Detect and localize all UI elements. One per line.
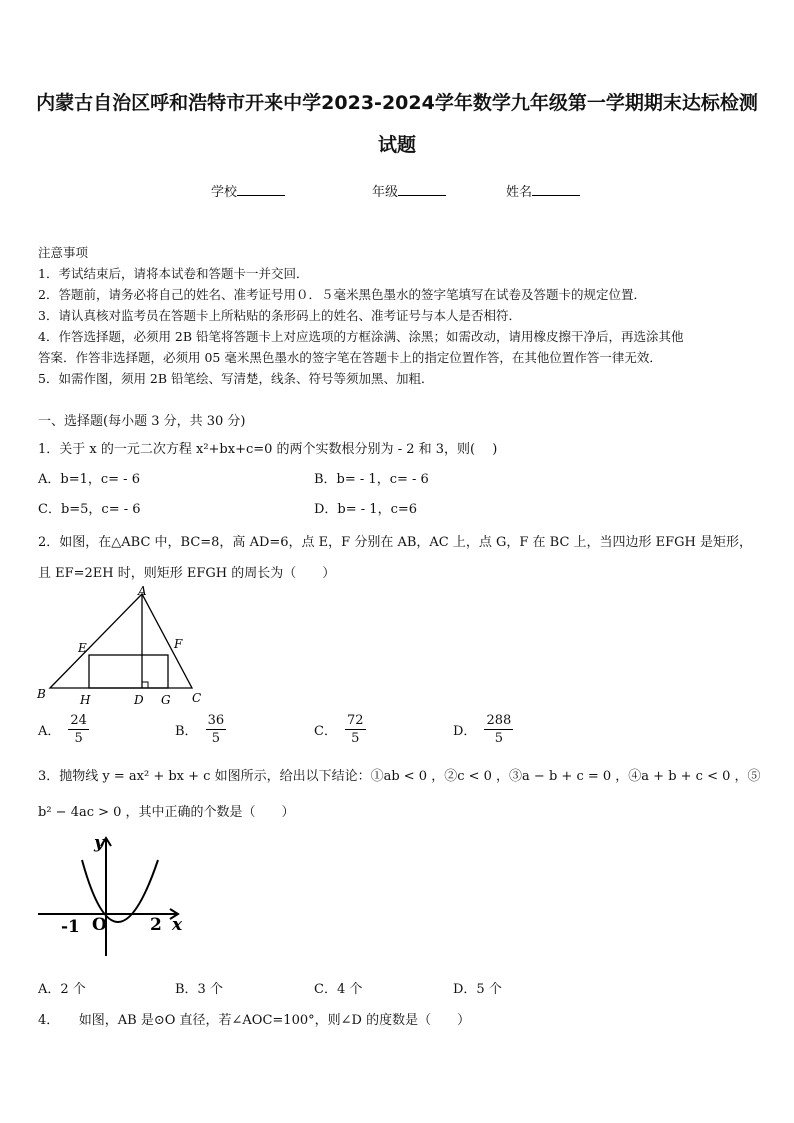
label-d: D bbox=[134, 693, 144, 707]
q1-option-b: B．b= - 1，c= - 6 bbox=[314, 472, 429, 487]
question-2-stem-line1: 2．如图，在△ABC 中，BC=8，高 AD=6，点 E，F 分别在 AB，AC 上，点 G，F 在 BC 上，当四边形 EFGH 是矩形， bbox=[38, 535, 753, 550]
y-axis-label: y bbox=[94, 833, 104, 853]
origin-label: O bbox=[92, 915, 107, 935]
name-field: 姓名 bbox=[506, 181, 580, 200]
question-4-stem: 4． 如图，AB 是⊙O 直径，若∠AOC=100°，则∠D 的度数是（ ） bbox=[38, 1013, 471, 1028]
q3-option-a: A．2 个 bbox=[38, 982, 86, 997]
note-item: 1．考试结束后，请将本试卷和答题卡一并交回． bbox=[38, 266, 309, 281]
question-2-stem-line2: 且 EF=2EH 时，则矩形 EFGH 的周长为（ ） bbox=[38, 566, 336, 581]
label-f: F bbox=[174, 637, 183, 651]
paper-title-line1: 内蒙古自治区呼和浩特市开来中学2023-2024学年数学九年级第一学期期末达标检测 bbox=[36, 92, 758, 114]
q2-option-a: A． $\frac{24}{5}$ bbox=[38, 713, 87, 746]
label-h: H bbox=[80, 693, 91, 707]
parabola-graph bbox=[30, 824, 190, 964]
school-field: 学校 bbox=[211, 181, 285, 200]
q2-option-b: B． $\frac{36}{5}$ bbox=[175, 713, 225, 746]
tick-label-2: 2 bbox=[150, 915, 162, 935]
notes-heading: 注意事项 bbox=[38, 245, 89, 260]
grade-field: 年级 bbox=[372, 181, 446, 200]
note-item: 答案．作答非选择题，必须用 05 毫米黑色墨水的签字笔在答题卡上的指定位置作答，在其他位置作答一律无效． bbox=[38, 350, 662, 365]
notes-block bbox=[38, 242, 684, 389]
q1-option-a: A．b=1，c= - 6 bbox=[38, 472, 140, 487]
note-item: 5．如需作图，须用 2B 铅笔绘、写清楚，线条、符号等须加黑、加粗． bbox=[38, 371, 434, 386]
q2-option-c: C． $\frac{72}{5}$ bbox=[314, 713, 364, 746]
x-axis-label: x bbox=[172, 915, 183, 935]
label-g: G bbox=[161, 693, 171, 707]
label-e: E bbox=[78, 641, 87, 655]
question-1-stem: 1．关于 x 的一元二次方程 x²+bx+c=0 的两个实数根分别为 - 2 和 3，则( ) bbox=[38, 442, 498, 457]
q3-option-b: B．3 个 bbox=[175, 982, 223, 997]
question-3-stem-line2: b² − 4ac > 0 ，其中正确的个数是（ ） bbox=[38, 805, 295, 820]
label-c: C bbox=[192, 691, 202, 705]
q3-option-c: C．4 个 bbox=[314, 982, 363, 997]
q3-option-d: D．5 个 bbox=[453, 982, 502, 997]
question-3-stem-line1: 3．抛物线 y = ax² + bx + c 如图所示，给出以下结论：①ab < 0 ，②c < 0 ，③a − b + c = 0 ，④a + b + c < 0 ，⑤ bbox=[38, 769, 761, 784]
q1-option-c: C．b=5，c= - 6 bbox=[38, 502, 141, 517]
label-b: B bbox=[37, 687, 46, 701]
q2-option-d: D． $\frac{288}{5}$ bbox=[453, 713, 512, 746]
note-item: 3．请认真核对监考员在答题卡上所粘贴的条形码上的姓名、准考证号与本人是否相符． bbox=[38, 308, 521, 323]
note-item: 4．作答选择题，必须用 2B 铅笔将答题卡上对应选项的方框涂满、涂黑；如需改动，请用橡皮擦干净后，再选涂其他 bbox=[38, 329, 684, 344]
q1-option-d: D．b= - 1，c=6 bbox=[314, 502, 418, 517]
label-a: A bbox=[138, 584, 147, 598]
note-item: 2．答题前，请务必将自己的姓名、准考证号用０．５毫米黑色墨水的签字笔填写在试卷及答题卡的规定位置． bbox=[38, 287, 646, 302]
triangle-figure bbox=[30, 584, 220, 710]
tick-label-neg1: -1 bbox=[61, 917, 80, 937]
section-heading: 一、选择题(每小题 3 分，共 30 分) bbox=[38, 414, 246, 429]
paper-title-line2: 试题 bbox=[377, 134, 416, 156]
